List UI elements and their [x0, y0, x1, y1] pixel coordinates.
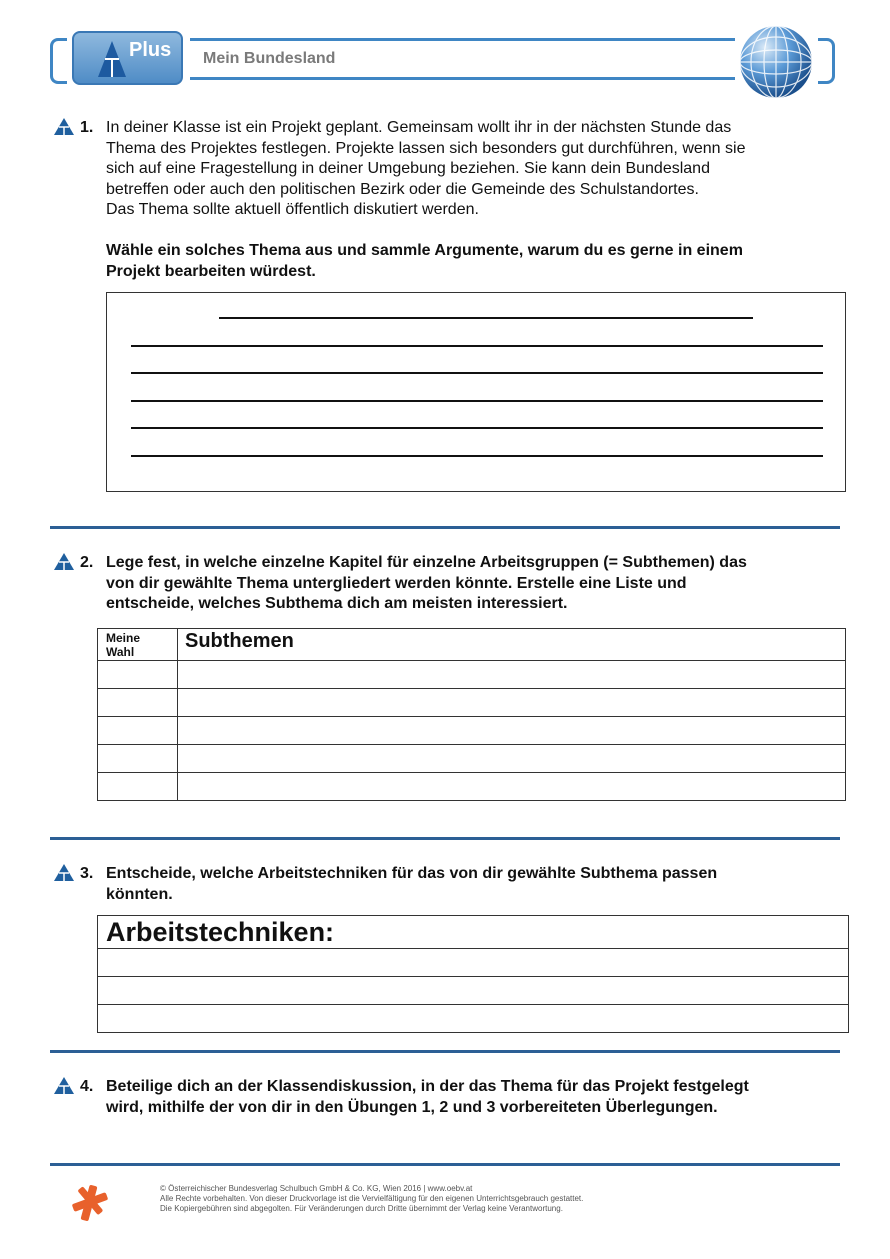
table-header-row [98, 916, 849, 949]
footer-line: © Österreichischer Bundesverlag Schulbuch GmbH & Co. KG, Wien 2016 | www.oebv.at [160, 1184, 473, 1193]
table-row [98, 773, 846, 801]
task-1-number: 1. [80, 119, 94, 136]
footer-line: Alle Rechte vorbehalten. Von dieser Druckvorlage ist die Vervielfältigung für den eigenen Unterrichtsgebrauch gestattet. [160, 1194, 584, 1203]
task-2-instruction [106, 553, 836, 615]
task-triangle-icon [54, 1077, 74, 1094]
instruction-line: könnten. [106, 885, 173, 903]
text-line: Thema des Projektes festlegen. Projekte lassen sich besonders gut durchführen, wenn sie [106, 139, 746, 157]
col-subthemes-header: Subthemen [178, 629, 846, 661]
col-my-choice-header [98, 629, 178, 661]
page-title: Mein Bundesland [203, 50, 336, 67]
task-triangle-icon [54, 553, 74, 570]
instruction-line: von dir gewählte Thema untergliedert werden könnte. Erstelle eine Liste und [106, 574, 687, 592]
publisher-logo-icon [70, 1183, 110, 1223]
section-divider [50, 526, 840, 529]
choice-cell[interactable] [98, 745, 178, 773]
technique-cell[interactable] [98, 977, 849, 1005]
section-divider [50, 837, 840, 840]
answer-line[interactable] [131, 345, 823, 347]
technique-cell[interactable] [98, 1005, 849, 1033]
instruction-line: wird, mithilfe der von dir in den Übungen 1, 2 und 3 vorbereiteten Überlegungen. [106, 1098, 718, 1116]
header-line: Wahl [106, 645, 135, 659]
task-3-instruction [106, 864, 836, 905]
instruction-line: Entscheide, welche Arbeitstechniken für das von dir gewählte Subthema passen [106, 865, 718, 882]
task-1-instruction [106, 241, 836, 282]
header-line: Meine [106, 631, 141, 645]
techniques-header: Arbeitstechniken: [98, 916, 849, 949]
header-bracket-left [50, 38, 67, 84]
subtheme-cell[interactable] [178, 689, 846, 717]
copyright-notice [160, 1184, 583, 1214]
task-3-number: 3. [80, 865, 94, 882]
footer-line: Die Kopiergebühren sind abgegolten. Für Veränderungen durch Dritte übernimmt der Verlag keine Verantwortung. [160, 1204, 563, 1213]
task-4-number: 4. [80, 1078, 94, 1095]
table-row [98, 1005, 849, 1033]
task-1-text [106, 118, 836, 221]
answer-line[interactable] [131, 372, 823, 374]
table-row [98, 745, 846, 773]
choice-cell[interactable] [98, 689, 178, 717]
subtheme-cell[interactable] [178, 773, 846, 801]
subtheme-cell[interactable] [178, 717, 846, 745]
header-rule-bottom [190, 77, 735, 80]
task-4-instruction [106, 1077, 836, 1118]
globe-icon [737, 23, 815, 101]
table-row [98, 949, 849, 977]
techniques-table [97, 915, 849, 1033]
table-row [98, 661, 846, 689]
text-line: sich auf eine Fragestellung in deiner Umgebung beziehen. Sie kann dein Bundesland [106, 160, 710, 177]
instruction-line: entscheide, welches Subthema dich am meisten interessiert. [106, 595, 568, 612]
footer-divider [50, 1163, 840, 1166]
task-triangle-icon [54, 118, 74, 135]
subtheme-cell[interactable] [178, 745, 846, 773]
header-bracket-right [818, 38, 835, 84]
instruction-line: Beteilige dich an der Klassendiskussion, in der das Thema für das Projekt festgelegt [106, 1078, 749, 1095]
task-triangle-icon [54, 864, 74, 881]
answer-line[interactable] [131, 455, 823, 457]
technique-cell[interactable] [98, 949, 849, 977]
text-line: In deiner Klasse ist ein Projekt geplant. Gemeinsam wollt ihr in der nächsten Stunde das [106, 119, 732, 136]
text-line: Das Thema sollte aktuell öffentlich diskutiert werden. [106, 201, 479, 218]
choice-cell[interactable] [98, 661, 178, 689]
answer-line[interactable] [131, 427, 823, 429]
header-rule-top [190, 38, 735, 41]
topic-title-line[interactable] [219, 317, 753, 319]
table-row [98, 977, 849, 1005]
answer-line[interactable] [131, 400, 823, 402]
task-2-number: 2. [80, 554, 94, 571]
instruction-line: Projekt bearbeiten würdest. [106, 262, 316, 280]
table-row [98, 717, 846, 745]
plus-logo-icon [72, 31, 183, 85]
section-divider [50, 1050, 840, 1053]
instruction-line: Lege fest, in welche einzelne Kapitel für einzelne Arbeitsgruppen (= Subthemen) das [106, 554, 747, 571]
table-row [98, 689, 846, 717]
instruction-line: Wähle ein solches Thema aus und sammle Argumente, warum du es gerne in einem [106, 242, 743, 259]
subthemes-table [97, 628, 846, 801]
topic-answer-box [106, 292, 846, 492]
logo-plus-label: Plus [129, 39, 172, 61]
table-header-row [98, 629, 846, 661]
subtheme-cell[interactable] [178, 661, 846, 689]
choice-cell[interactable] [98, 717, 178, 745]
text-line: betreffen oder auch den politischen Bezirk oder die Gemeinde des Schulstandortes. [106, 180, 699, 198]
choice-cell[interactable] [98, 773, 178, 801]
